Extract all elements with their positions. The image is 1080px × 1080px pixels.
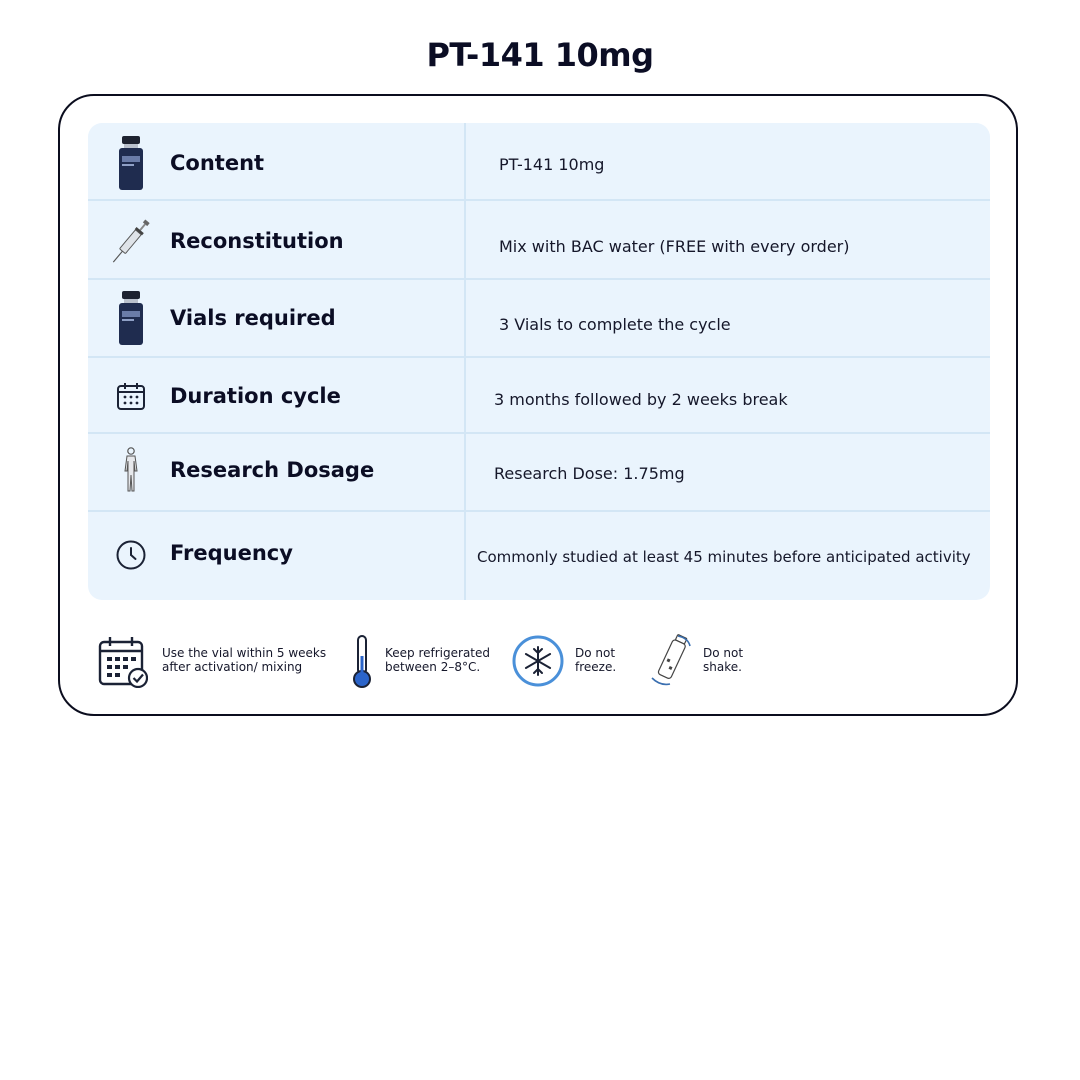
storage-text-line2: after activation/ mixing [162,660,303,674]
storage-text-line1: Keep refrigerated [385,646,491,660]
calendar-icon [112,368,150,424]
table-row-reconstitution [88,201,990,280]
storage-instructions [96,630,976,694]
thermometer-icon [350,634,374,694]
row-label: Frequency [170,541,293,565]
row-label: Vials required [170,306,336,330]
row-label: Reconstitution [170,229,344,253]
table-row-content [88,123,990,201]
storage-text-line1: Do not [703,646,744,660]
snowflake-icon [511,634,565,692]
row-value: PT-141 10mg [499,155,605,174]
row-label: Content [170,151,265,175]
syringe-icon [112,213,150,269]
table-row-vials-required [88,280,990,358]
table-row-frequency [88,512,990,600]
storage-text-line1: Use the vial within 5 weeks [162,646,327,660]
storage-item-no-freeze [511,630,631,694]
row-value: 3 Vials to complete the cycle [499,315,731,334]
storage-text-line2: shake. [703,660,742,674]
storage-text-line2: between 2–8°C. [385,660,481,674]
row-value: 3 months followed by 2 weeks break [494,390,788,409]
vial-icon [112,290,150,346]
row-value: Commonly studied at least 45 minutes before anticipated activity [477,548,971,566]
shake-vial-icon [648,632,694,694]
storage-text-line1: Do not [575,646,616,660]
page-title: PT-141 10mg [426,36,654,74]
table-row-research-dosage [88,434,990,512]
clock-icon [112,527,150,583]
vial-icon [112,135,150,191]
row-label: Duration cycle [170,384,341,408]
storage-item-use-within [96,630,336,694]
row-value: Research Dose: 1.75mg [494,464,685,483]
spec-table [88,123,990,600]
storage-item-no-shake [648,630,768,694]
storage-item-refrigerate [348,630,498,694]
human-body-icon [112,442,150,498]
row-label: Research Dosage [170,458,375,482]
calendar-check-icon [98,636,148,692]
table-row-duration-cycle [88,358,990,434]
storage-text-line2: freeze. [575,660,617,674]
row-value: Mix with BAC water (FREE with every order) [499,237,850,256]
